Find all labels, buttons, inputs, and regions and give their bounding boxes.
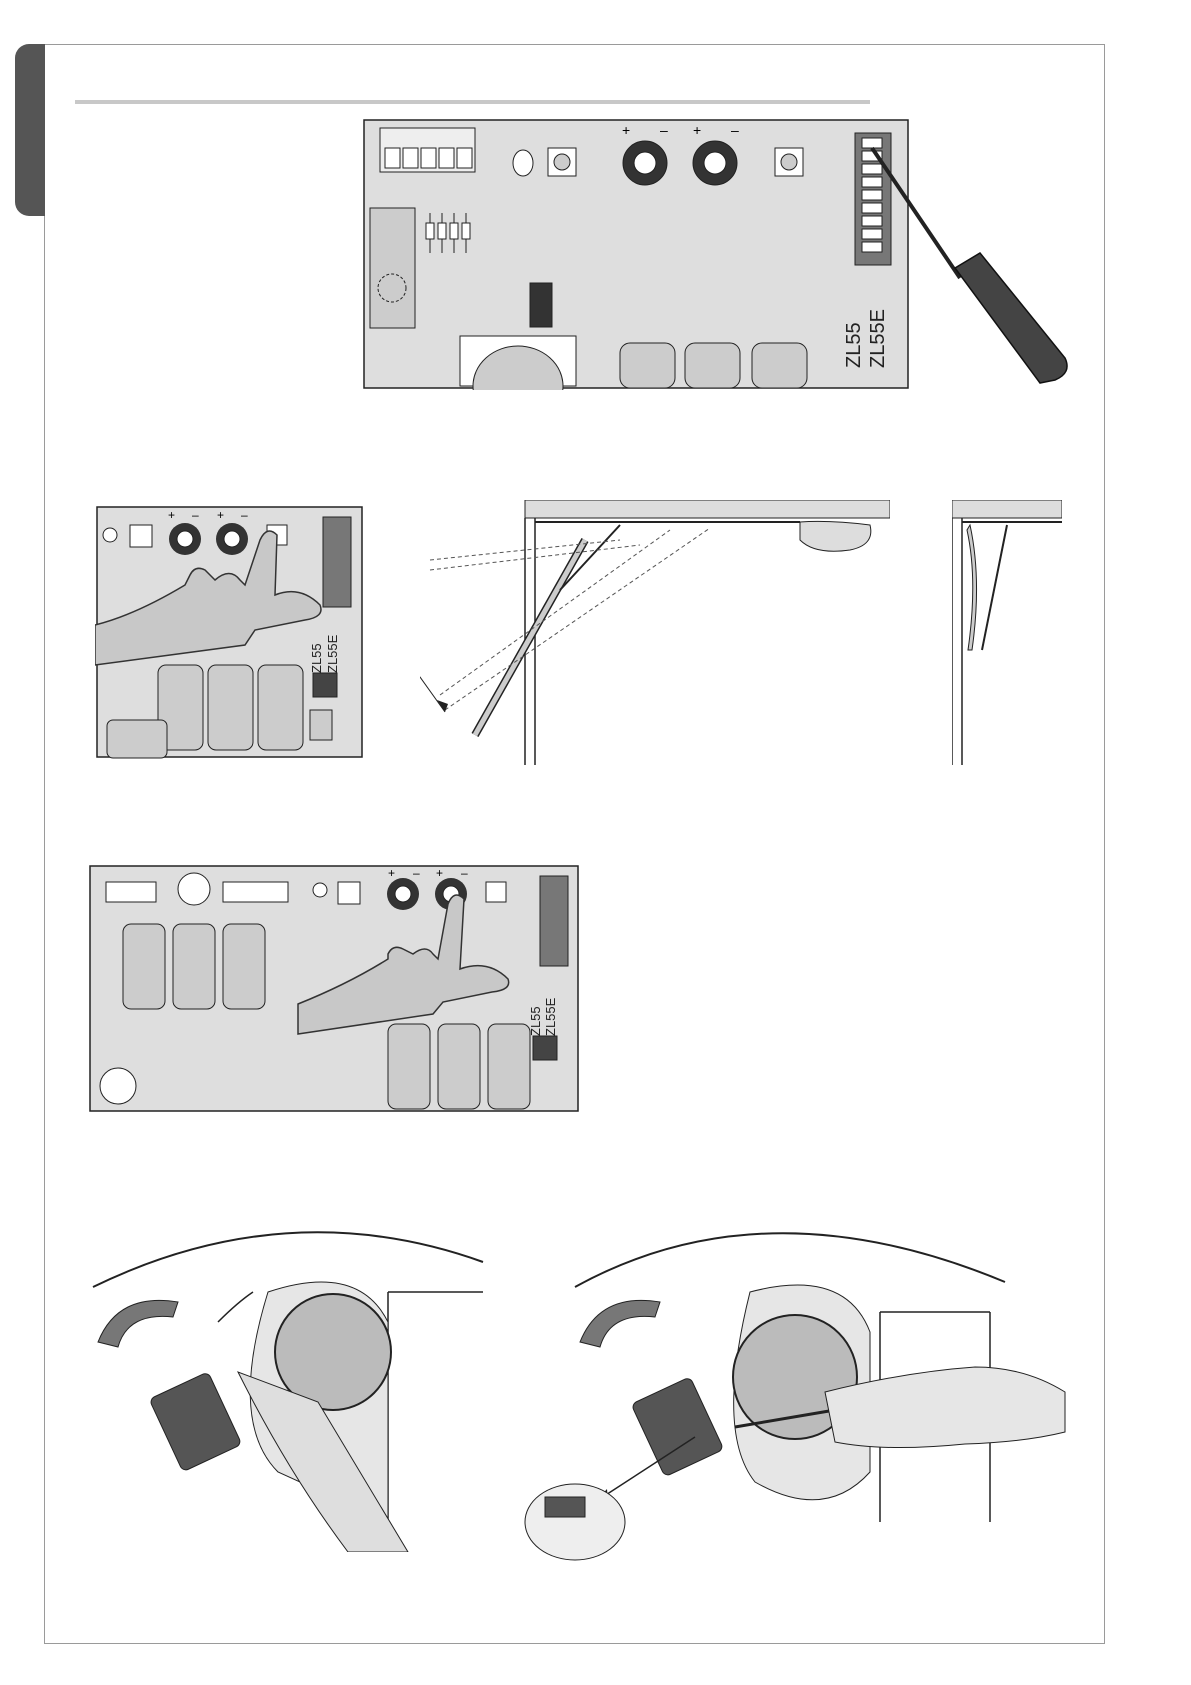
svg-text:ZL55: ZL55 — [528, 1006, 543, 1036]
limit-switch-icon — [149, 1372, 242, 1472]
svg-text:ZL55E: ZL55E — [543, 997, 558, 1036]
svg-text:–: – — [241, 508, 248, 522]
figure-board-dip-switch — [360, 118, 1080, 390]
svg-text:–: – — [731, 122, 739, 138]
limit-switch-icon — [631, 1377, 724, 1477]
svg-text:+: + — [217, 508, 225, 522]
svg-text:ZL55: ZL55 — [309, 643, 324, 673]
model-label-zl55e: ZL55E — [867, 309, 889, 368]
svg-text:+: + — [622, 122, 631, 138]
limit-switch-detail — [525, 1484, 625, 1560]
side-tab — [15, 44, 45, 216]
svg-text:ZL55E: ZL55E — [325, 634, 340, 673]
svg-text:–: – — [192, 508, 199, 522]
figure-board-press-button-2 — [88, 864, 580, 1114]
svg-text:+: + — [693, 122, 702, 138]
svg-text:–: – — [461, 866, 468, 880]
svg-text:–: – — [660, 122, 668, 138]
model-label-zl55: ZL55 — [843, 322, 865, 368]
figure-board-press-button-1 — [95, 505, 365, 760]
svg-text:+: + — [168, 508, 176, 522]
door-arm-icon — [475, 525, 620, 735]
svg-text:+: + — [436, 866, 444, 880]
svg-text:+: + — [388, 866, 396, 880]
figure-limit-switch-2 — [505, 1222, 1075, 1587]
svg-text:–: – — [413, 866, 420, 880]
figure-door-arm-movement — [420, 500, 890, 770]
figure-door-closed — [952, 500, 1062, 770]
terminal-block — [380, 128, 475, 172]
figure-limit-switch-1 — [88, 1222, 488, 1552]
header-rule — [75, 100, 870, 104]
